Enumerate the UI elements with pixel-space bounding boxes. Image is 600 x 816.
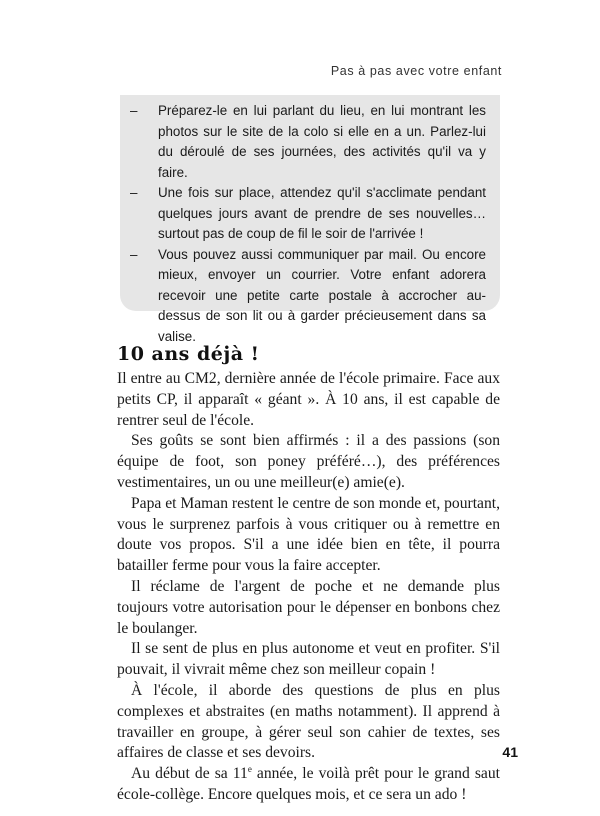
- tip-box: [120, 95, 500, 344]
- running-head: Pas à pas avec votre enfant: [330, 64, 502, 78]
- tip-text: Vous pouvez aussi communiquer par mail. Ou encore mieux, envoyer un courrier. Votre enfant adorera recevoir une petite carte postale à accrocher au-dessus de son lit ou à garder précieusement dans sa valise.: [158, 246, 486, 344]
- dash-bullet: –: [130, 246, 138, 262]
- paragraph: Papa et Maman restent le centre de son monde et, pourtant, vous le surprenez parfois à vous critiquer ou à remettre en doute vos propos. S'il a une idée bien en tête, il pourra batailler ferme pour vous la faire accepter.: [117, 494, 500, 575]
- paragraph-last: [117, 764, 500, 806]
- paragraph: Il entre au CM2, dernière année de l'école primaire. Face aux petits CP, il apparaît « géant ». À 10 ans, il est capable de rentrer seul de l'école.: [117, 370, 500, 429]
- tip-text: Préparez-le en lui parlant du lieu, en lui montrant les photos sur le site de la colo si elle en a un. Parlez-lui du déroulé de ses journées, des activités qu'il va y faire.: [158, 103, 486, 180]
- paragraph: Il se sent de plus en plus autonome et veut en profiter. S'il pouvait, il vivrait même chez son meilleur copain !: [117, 640, 500, 679]
- tip-item: [130, 183, 486, 245]
- ordinal-superscript: e: [247, 763, 252, 774]
- paragraph-part: Au début de sa 11: [131, 765, 248, 783]
- tip-item: [130, 245, 486, 348]
- section-title: 10 ans déjà !: [117, 343, 260, 365]
- dash-bullet: –: [130, 103, 138, 118]
- paragraph: Il réclame de l'argent de poche et ne demande plus toujours votre autorisation pour le dépenser en bonbons chez le boulanger.: [117, 577, 500, 637]
- tip-text: Une fois sur place, attendez qu'il s'acclimate pendant quelques jours avant de prendre de ses nouvelles… surtout pas de coup de fil le soir de l'arrivée !: [158, 185, 486, 241]
- paragraph-part: année, le voilà prêt pour le grand saut école-collège. Encore quelques mois, et ce sera un ado !: [117, 765, 500, 803]
- tip-item: [130, 101, 486, 183]
- body-text: [117, 369, 500, 806]
- paragraph: Ses goûts se sont bien affirmés : il a des passions (son équipe de foot, son poney préféré…), des préférences vestimentaires, un ou une meilleur(e) amie(e).: [117, 432, 500, 491]
- page-number: 41: [502, 744, 518, 760]
- paragraph: À l'école, il aborde des questions de plus en plus complexes et abstraites (en maths notamment). Il apprend à travailler en groupe, à gérer seul son cahier de textes, ses affaires de classe et ses devoirs.: [117, 681, 500, 762]
- dash-bullet: –: [130, 185, 138, 200]
